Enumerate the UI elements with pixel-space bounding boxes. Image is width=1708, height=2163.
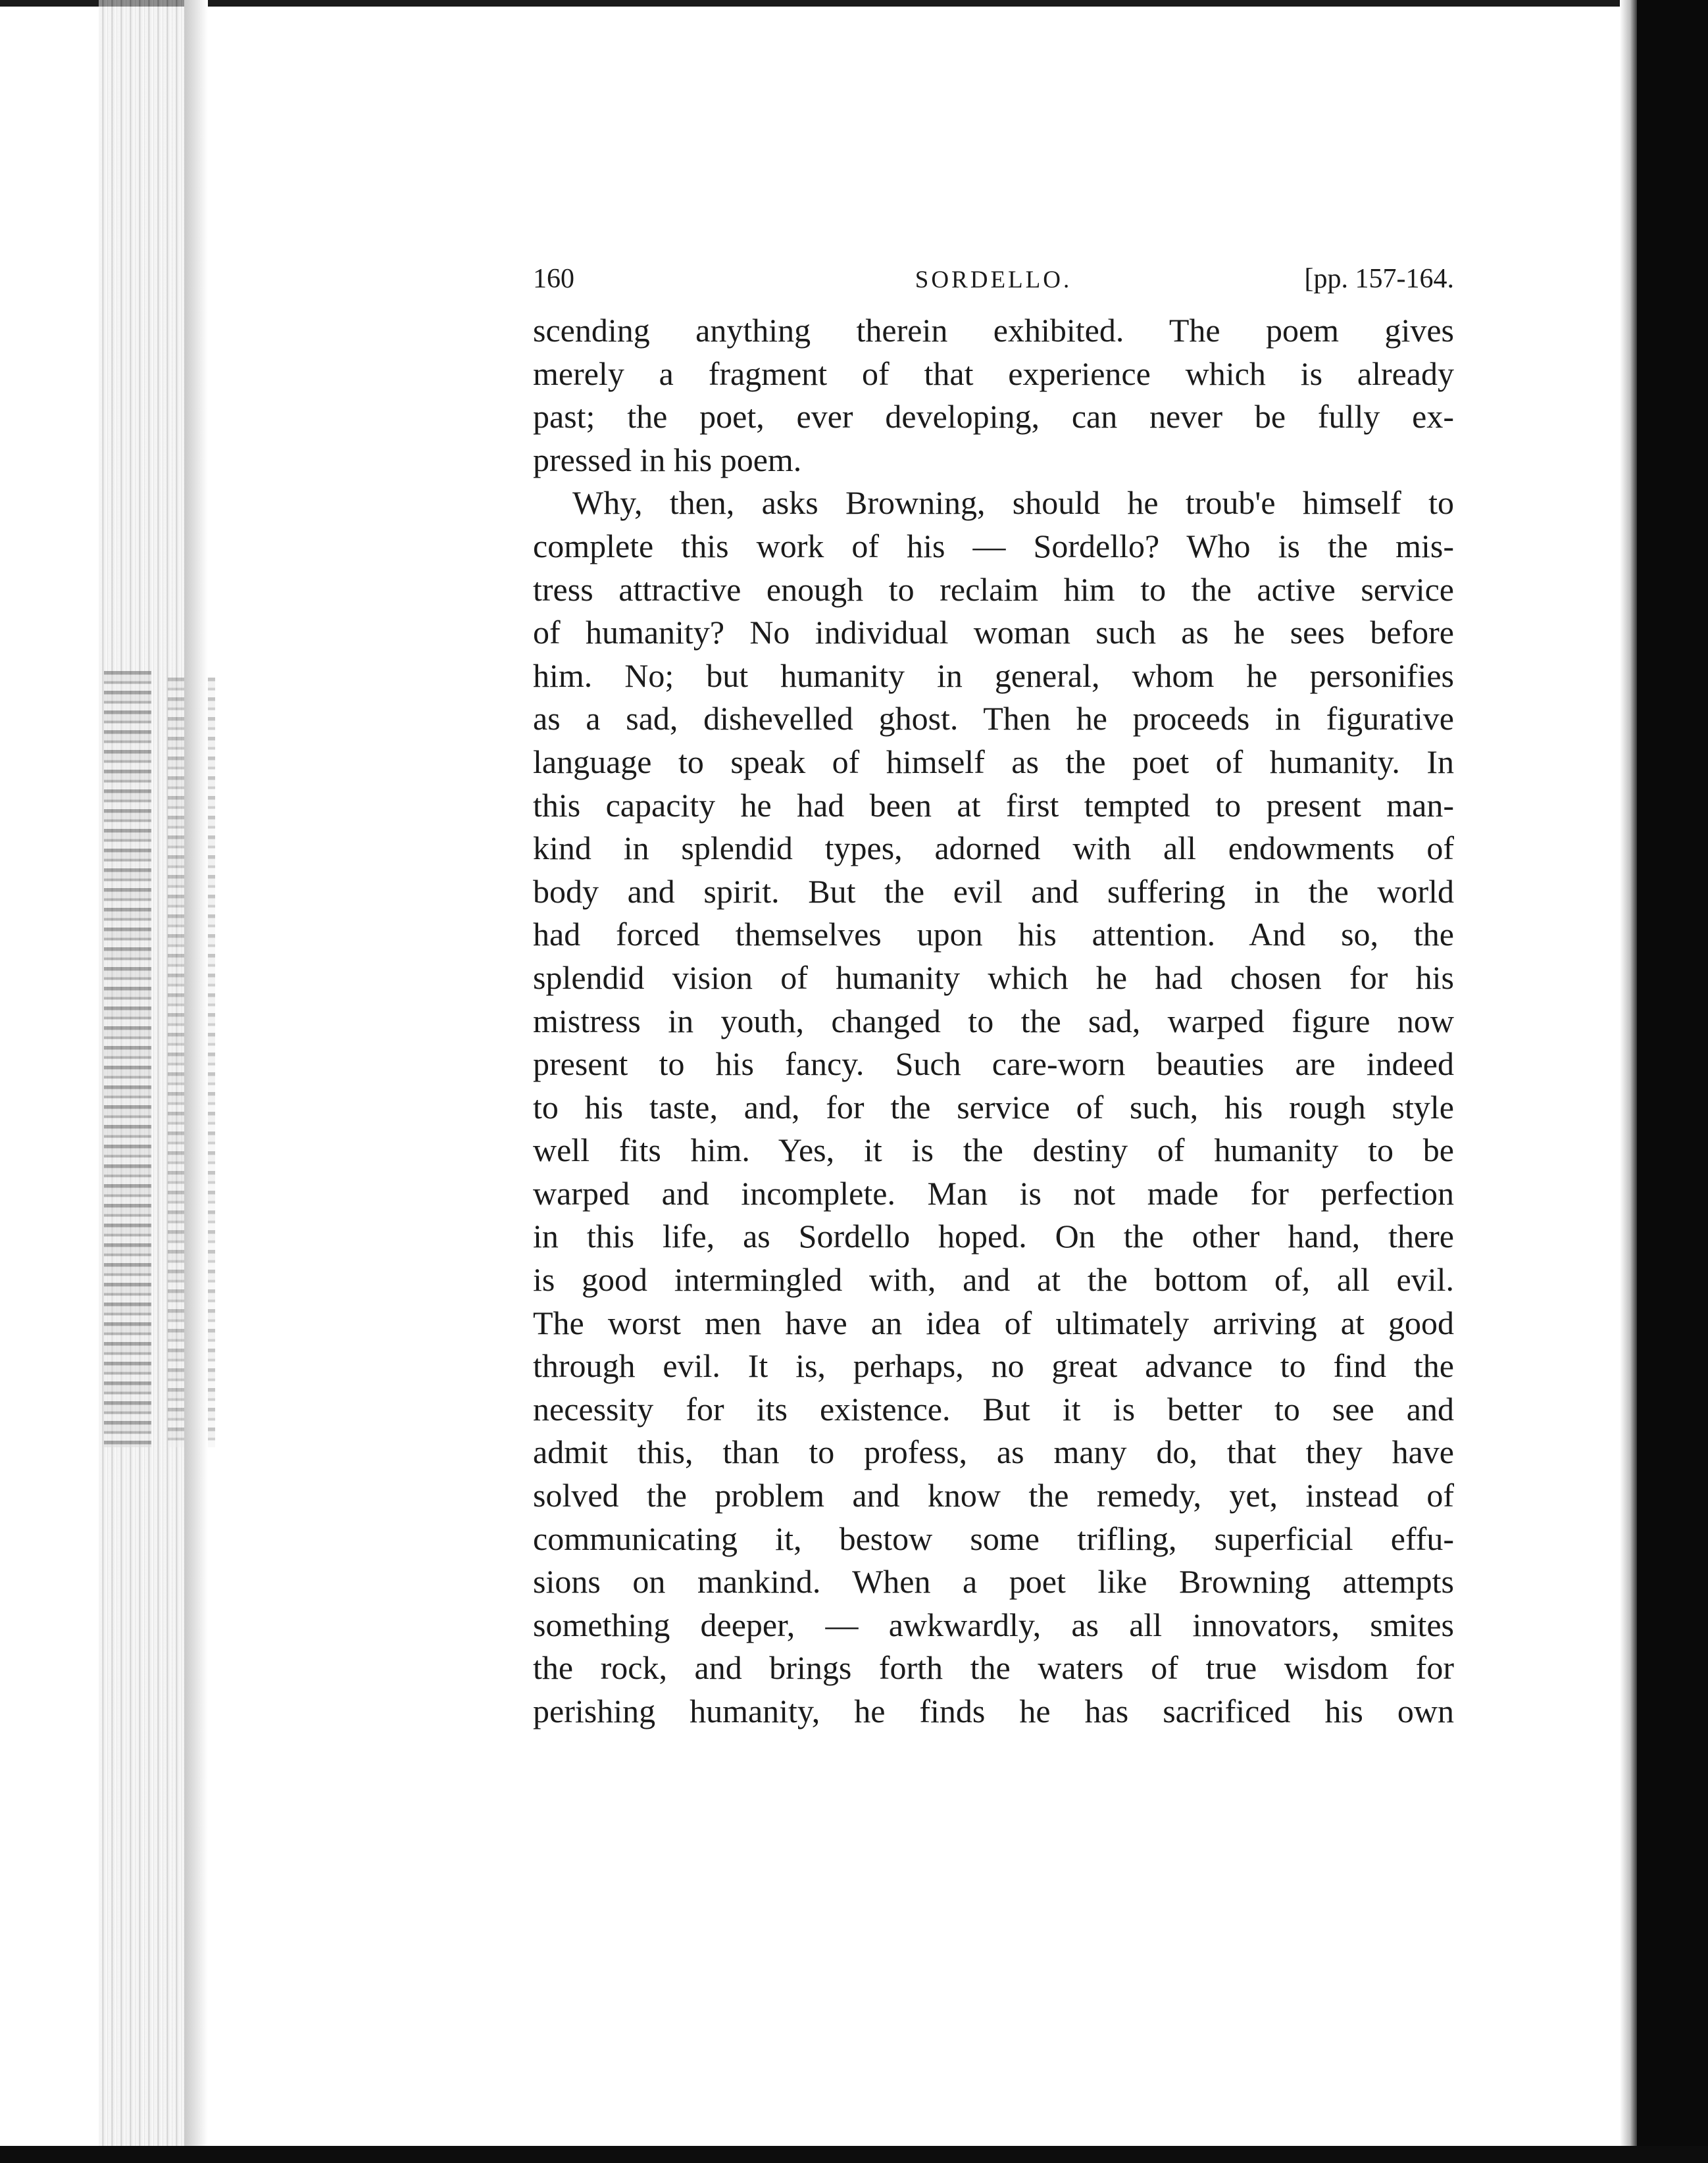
scan-right-edge bbox=[1637, 0, 1708, 2163]
text-line: tress attractive enough to reclaim him to the active service bbox=[533, 570, 1454, 608]
paragraph-2 bbox=[533, 482, 1454, 1733]
scan-bottom-edge bbox=[0, 2146, 1708, 2163]
text-line: splendid vision of humanity which he had chosen for his bbox=[533, 958, 1454, 996]
text-line: sions on mankind. When a poet like Browning attempts bbox=[533, 1563, 1454, 1601]
text-line: to his taste, and, for the service of such, his rough style bbox=[533, 1088, 1454, 1126]
text-line: complete this work of his — Sordello? Who is the mis- bbox=[533, 527, 1454, 564]
text-line: necessity for its existence. But it is better to see and bbox=[533, 1390, 1454, 1428]
text-line: warped and incomplete. Man is not made for perfection bbox=[533, 1174, 1454, 1212]
running-title: SORDELLO. bbox=[915, 266, 1072, 293]
text-line: admit this, than to profess, as many do, that they have bbox=[533, 1433, 1454, 1471]
gutter-shadow bbox=[184, 0, 208, 2146]
text-line: this capacity he had been at first tempted to present man- bbox=[533, 786, 1454, 824]
text-line: perishing humanity, he finds he has sacrificed his own bbox=[533, 1693, 1454, 1729]
text-line: mistress in youth, changed to the sad, warped figure now bbox=[533, 1002, 1454, 1039]
page-range: [pp. 157-164. bbox=[1304, 264, 1454, 294]
text-line: pressed in his poem. bbox=[533, 441, 802, 478]
text-line: communicating it, bestow some trifling, superficial effu- bbox=[533, 1520, 1454, 1557]
text-line: well fits him. Yes, it is the destiny of humanity to be bbox=[533, 1131, 1454, 1169]
text-line: The worst men have an idea of ultimately arriving at good bbox=[533, 1304, 1454, 1341]
paragraph-1 bbox=[533, 309, 1454, 482]
text-line: is good intermingled with, and at the bottom of, all evil. bbox=[533, 1261, 1454, 1299]
text-line: something deeper, — awkwardly, as all innovators, smites bbox=[533, 1606, 1454, 1643]
print-bleed-through bbox=[104, 671, 151, 1447]
text-line: language to speak of himself as the poet of humanity. In bbox=[533, 743, 1454, 780]
text-line: past; the poet, ever developing, can never be fully ex- bbox=[533, 398, 1454, 435]
text-line: of humanity? No individual woman such as he sees before bbox=[533, 614, 1454, 651]
text-line: merely a fragment of that experience which is already bbox=[533, 355, 1454, 392]
text-line: scending anything therein exhibited. The poem gives bbox=[533, 312, 1454, 349]
text-line: as a sad, dishevelled ghost. Then he proceeds in figurative bbox=[533, 700, 1454, 737]
page-number: 160 bbox=[533, 264, 574, 294]
text-line: kind in splendid types, adorned with all endowments of bbox=[533, 830, 1454, 867]
scan-top-edge bbox=[0, 0, 1708, 7]
text-line: present to his fancy. Such care-worn beauties are indeed bbox=[533, 1045, 1454, 1083]
text-line: had forced themselves upon his attention. And so, the bbox=[533, 916, 1454, 953]
text-line: solved the problem and know the remedy, yet, instead of bbox=[533, 1477, 1454, 1514]
text-line: the rock, and brings forth the waters of true wisdom for bbox=[533, 1649, 1454, 1687]
text-line: in this life, as Sordello hoped. On the other hand, there bbox=[533, 1218, 1454, 1255]
text-block bbox=[533, 263, 1454, 1733]
running-head bbox=[533, 263, 1454, 309]
text-line: body and spirit. But the evil and suffering in the world bbox=[533, 872, 1454, 910]
body-text bbox=[533, 309, 1454, 1733]
page-right-fold bbox=[1620, 0, 1637, 2163]
text-line: Why, then, asks Browning, should he troub'e himself to bbox=[572, 484, 1454, 522]
text-line: through evil. It is, perhaps, no great advance to find the bbox=[533, 1347, 1454, 1385]
text-line: him. No; but humanity in general, whom he personifies bbox=[533, 657, 1454, 694]
